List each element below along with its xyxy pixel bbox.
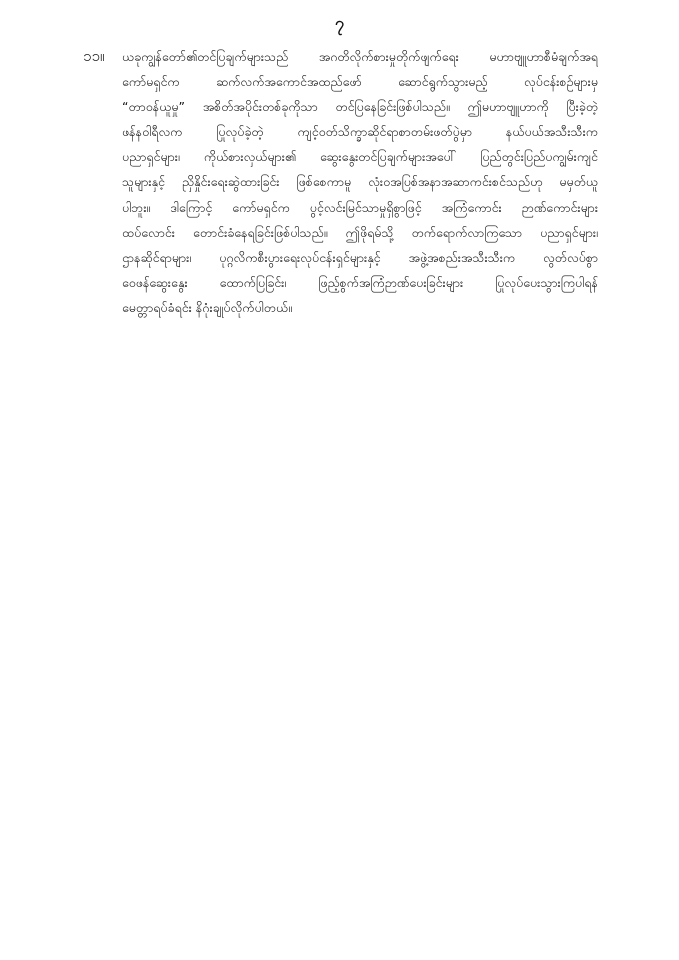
page-number: ၇ [335,13,344,32]
paragraph-body [122,44,598,320]
paragraph-number: ၁၁။ [83,47,105,65]
paragraph-line: ဝေဖန်ဆွေးနွေး ထောက်ပြခြင်း၊ ဖြည့်စွက်အကြံဉာဏ်ပေးခြင်းများ ပြုလုပ်ပေးသွားကြပါရန် [122,274,598,290]
paragraph-line: ဖန်နဝါရီလက ပြုလုပ်ခဲ့တဲ့ ကျင့်ဝတ်သိက္ခာဆိုင်ရာစာတမ်းဖတ်ပွဲမှာ နယ်ပယ်အသီးသီးက [122,124,598,140]
paragraph-line: ပညာရှင်များ၊ ကိုယ်စားလှယ်များ၏ ဆွေးနွေးတင်ပြချက်များအပေါ် ပြည်တွင်းပြည်ပကျွမ်းကျင် [122,149,598,165]
paragraph-line: သူများနှင့် ညှိနှိုင်းရေးဆွဲထားခြင်း ဖြစ်စေကာမူ လုံးဝအပြစ်အနာအဆာကင်းစင်သည်ဟု မမှတ်ယူ [122,174,598,190]
paragraph-line: ကော်မရှင်က ဆက်လက်အကောင်အထည်ဖော် ဆောင်ရွက်သွားမည့် လုပ်ငန်းစဉ်များမှ [122,74,598,90]
paragraph-line: ပါဘူး။ ဒါကြောင့် ကော်မရှင်က ပွင့်လင်းမြင်သာမှုရှိစွာဖြင့် အကြံကောင်း ဉာဏ်ကောင်းများ [122,199,598,215]
paragraph-line: “တာဝန်ယူမှု” အစိတ်အပိုင်းတစ်ခုကိုသာ တင်ပြနေခြင်းဖြစ်ပါသည်။ ဤမဟာဗျူဟာကို ပြီးခဲ့တဲ့ [122,99,598,115]
paragraph-line: ဌာနဆိုင်ရာများ၊ ပုဂ္ဂလိကစီးပွားရေးလုပ်ငန်းရှင်များနှင့် အဖွဲ့အစည်းအသီးသီးက လွတ်လပ်စွာ [122,249,598,265]
paragraph-line: ထပ်လောင်း တောင်းခံနေရခြင်းဖြစ်ပါသည်။ ဤဖိုရမ်သို့ တက်ရောက်လာကြသော ပညာရှင်များ၊ [122,224,598,240]
paragraph-line: မေတ္တာရပ်ခံရင်း နိဂုံးချုပ်လိုက်ပါတယ်။ [122,299,292,315]
paragraph-line: ယခုကျွန်တော်၏တင်ပြချက်များသည် အဂတိလိုက်စားမှုတိုက်ဖျက်ရေး မဟာဗျူဟာစီမံချက်အရ [122,49,598,64]
